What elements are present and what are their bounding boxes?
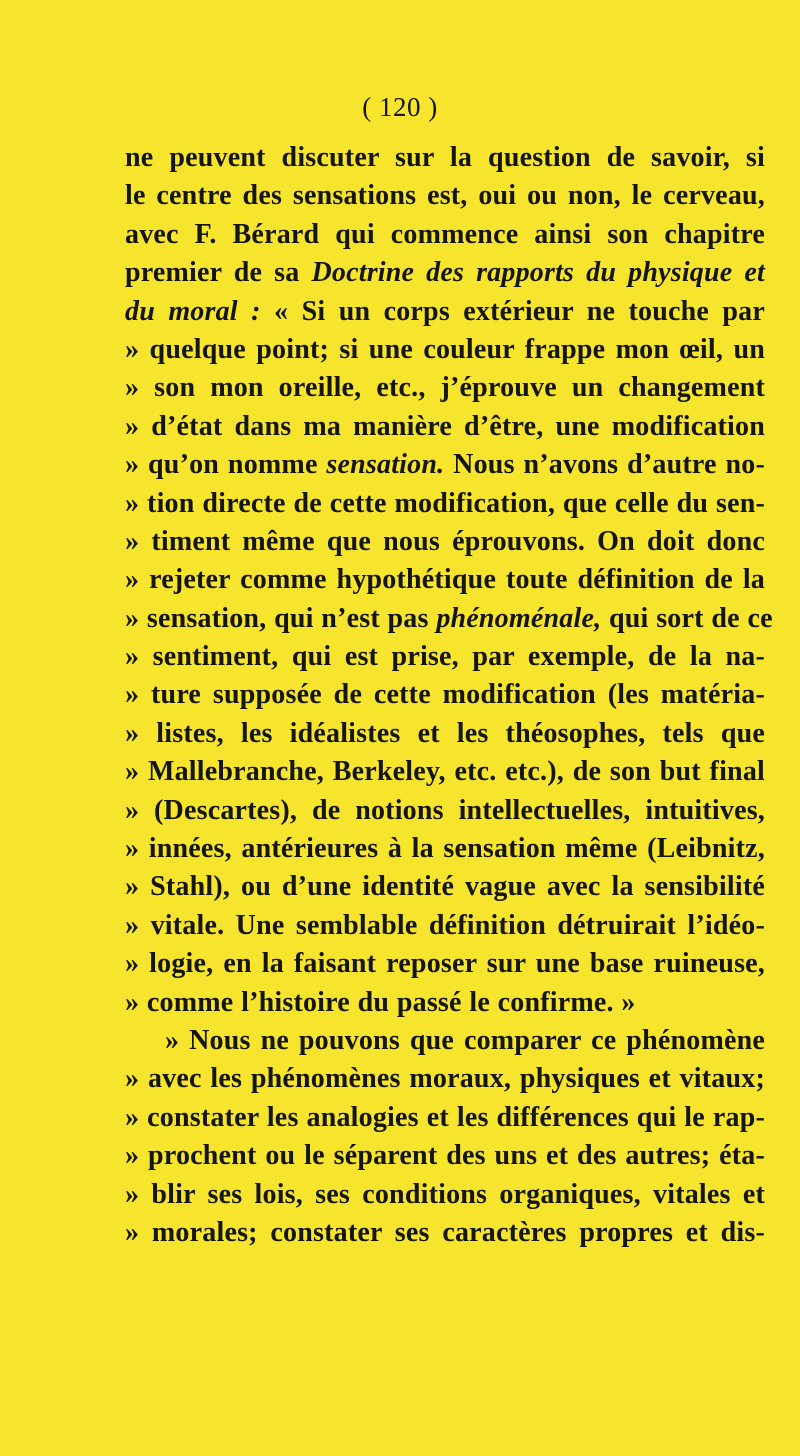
body-text [125,139,773,1252]
italic-title-segment: sensation. [326,449,445,481]
italic-title-segment: Doctrine des rapports du physique et [311,257,765,289]
text-line: » d’état dans ma manière d’être, une modification [125,410,765,442]
text-line: » Mallebranche, Berkeley, etc. etc.), de son but final [125,756,765,788]
text-line: avec F. Bérard qui commence ainsi son chapitre [125,218,765,250]
text-line: » Stahl), ou d’une identité vague avec la sensibilité [125,871,765,903]
text-line: » ture supposée de cette modification (les matéria- [125,679,765,711]
text-line: » sentiment, qui est prise, par exemple, de la na- [125,641,765,673]
text-line: » Nous ne pouvons que comparer ce phénomène [165,1024,765,1056]
text-line: » avec les phénomènes moraux, physiques et vitaux; [125,1063,765,1095]
text-line: » constater les analogies et les différences qui le rap- [125,1101,765,1133]
italic-title-segment: du moral : [125,295,261,327]
italic-title-segment: phénoménale, [436,602,602,634]
text-line: » rejeter comme hypothétique toute définition de la [125,564,765,596]
text-line [125,293,765,331]
text-line: » quelque point; si une couleur frappe mon œil, un [125,333,765,365]
text-line [125,600,773,638]
text-segment: « Si un corps extérieur ne touche par [260,295,765,327]
text-line: ne peuvent discuter sur la question de savoir, si [125,142,765,173]
text-line [125,254,765,292]
text-line: » blir ses lois, ses conditions organiques, vitales et [125,1178,765,1210]
text-segment: qui sort de ce [601,602,773,634]
text-line: » vitale. Une semblable définition détruirait l’idéo- [125,909,765,941]
page-number-header: ( 120 ) [362,92,438,122]
text-line: » comme l’histoire du passé le confirme. » [125,986,636,1018]
text-line [125,446,765,484]
text-segment: » sensation, qui n’est pas [125,602,437,634]
text-line: » prochent ou le séparent des uns et des autres; éta- [125,1140,765,1172]
text-line: » tion directe de cette modification, que celle du sen- [125,487,765,519]
text-line: » listes, les idéalistes et les théosophes, tels que [125,717,765,749]
text-line: » logie, en la faisant reposer sur une base ruineuse, [125,948,765,980]
text-line: » (Descartes), de notions intellectuelles, intuitives, [125,794,765,826]
text-line: » innées, antérieures à la sensation même (Leibnitz, [125,833,765,865]
text-segment: premier de sa [125,257,312,289]
text-line: » son mon oreille, etc., j’éprouve un changement [125,372,765,404]
text-segment: Nous n’avons d’autre no- [444,449,765,481]
text-line: le centre des sensations est, oui ou non, le cerveau, [125,180,765,212]
text-line: » timent même que nous éprouvons. On doit donc [125,525,765,557]
text-line: » morales; constater ses caractères propres et dis- [125,1216,765,1248]
text-segment: » qu’on nomme [125,449,327,481]
